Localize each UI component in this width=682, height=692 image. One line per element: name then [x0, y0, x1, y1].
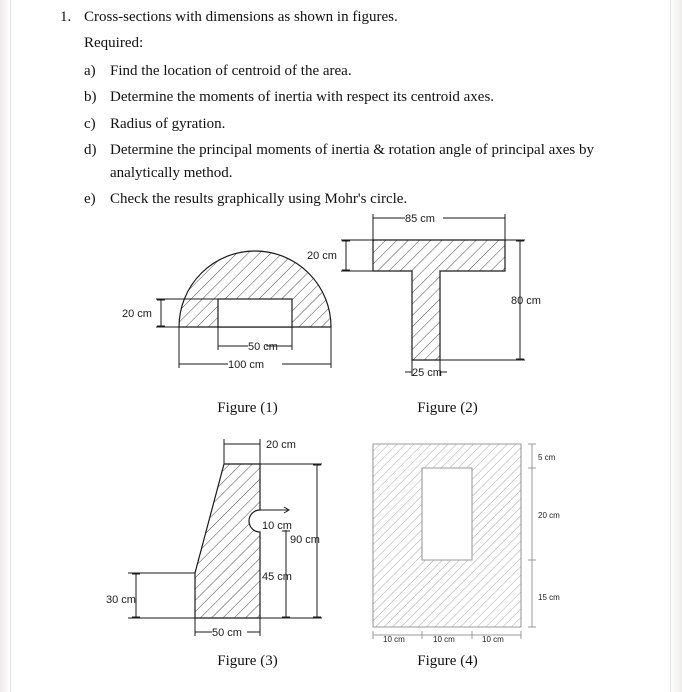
figure-2	[307, 200, 555, 390]
required-label: Required:	[84, 35, 144, 52]
list-item	[84, 86, 660, 109]
figure-2-dim-flange-thickness	[341, 240, 373, 271]
list-item-marker: d)	[84, 142, 97, 158]
figure-1-hole-width-label: 50 cm	[248, 341, 278, 353]
list-item-label: Check the results graphically using Mohr's circle.	[110, 191, 408, 207]
figure-3-total-height-label: 90 cm	[290, 534, 320, 546]
page-left-edge-shadow	[0, 0, 10, 692]
figure-4-top-band-label: 5 cm	[538, 453, 556, 462]
figure-4-left-band-label: 10 cm	[383, 635, 405, 644]
figure-3-caption: Figure (3)	[217, 653, 278, 669]
figure-2-total-height-label: 80 cm	[511, 295, 541, 307]
figure-4-dim-vertical	[528, 444, 536, 627]
figure-2-web-width-label: 25 cm	[412, 367, 442, 379]
question-heading	[60, 6, 660, 29]
figure-3-dim-top-width	[224, 439, 260, 464]
figure-1-rectangular-hole	[218, 299, 292, 327]
question-number: 1.	[60, 9, 72, 25]
figure-3-notch-center-height-label: 45 cm	[262, 571, 292, 583]
figure-1-caption: Figure (1)	[217, 400, 278, 416]
figure-1-semicircle-body	[179, 251, 331, 327]
list-item-marker: e)	[84, 191, 96, 207]
figure-1-overall-width-label: 100 cm	[228, 359, 265, 371]
list-item-label: Determine the moments of inertia with respect its centroid axes.	[110, 89, 495, 105]
list-item	[84, 60, 660, 83]
figure-3-notch-radius-label: 10 cm	[262, 520, 292, 532]
list-item	[84, 139, 660, 184]
requirement-list	[84, 60, 660, 211]
figure-4-bottom-band-label: 15 cm	[538, 593, 560, 602]
figure-2-t-section-body	[373, 240, 505, 360]
figure-1-height-label: 20 cm	[122, 308, 152, 320]
list-item-label: Find the location of centroid of the area.	[110, 62, 352, 79]
figure-4-middle-band-label: 20 cm	[538, 511, 560, 520]
figure-4	[360, 430, 560, 645]
figure-1	[120, 200, 350, 390]
figure-3-body	[195, 464, 260, 618]
list-item-label: Radius of gyration.	[110, 115, 226, 132]
figure-3-top-width-label: 20 cm	[266, 439, 296, 451]
figure-4-body	[373, 444, 521, 627]
list-item	[84, 113, 660, 136]
figure-4-caption: Figure (4)	[417, 653, 478, 669]
figure-2-flange-width-label: 85 cm	[405, 213, 435, 225]
list-item-marker: c)	[84, 115, 96, 132]
figure-3-dim-notch-radius	[260, 507, 289, 513]
figure-2-dim-flange-width	[373, 214, 505, 240]
figure-2-flange-thickness-label: 20 cm	[307, 250, 337, 262]
figure-4-right-band-label: 10 cm	[482, 635, 504, 644]
question-text: Cross-sections with dimensions as shown in figures.	[84, 9, 398, 25]
list-item-label: Determine the principal moments of inertia & rotation angle of principal axes by analytically method.	[110, 142, 595, 181]
figure-3	[106, 425, 360, 640]
list-item-marker: a)	[84, 62, 96, 79]
page-left-edge-line	[10, 0, 11, 692]
question-block	[60, 6, 660, 215]
figure-3-bottom-width-label: 50 cm	[212, 627, 242, 639]
figure-4-center-band-label: 10 cm	[433, 635, 455, 644]
list-item-marker: b)	[84, 89, 97, 105]
figure-2-caption: Figure (2)	[417, 400, 478, 416]
page-right-edge-shadow	[670, 0, 682, 692]
figure-3-dim-left-height	[128, 573, 195, 618]
page-right-edge-line	[670, 0, 671, 692]
figure-3-left-height-label: 30 cm	[106, 594, 136, 606]
